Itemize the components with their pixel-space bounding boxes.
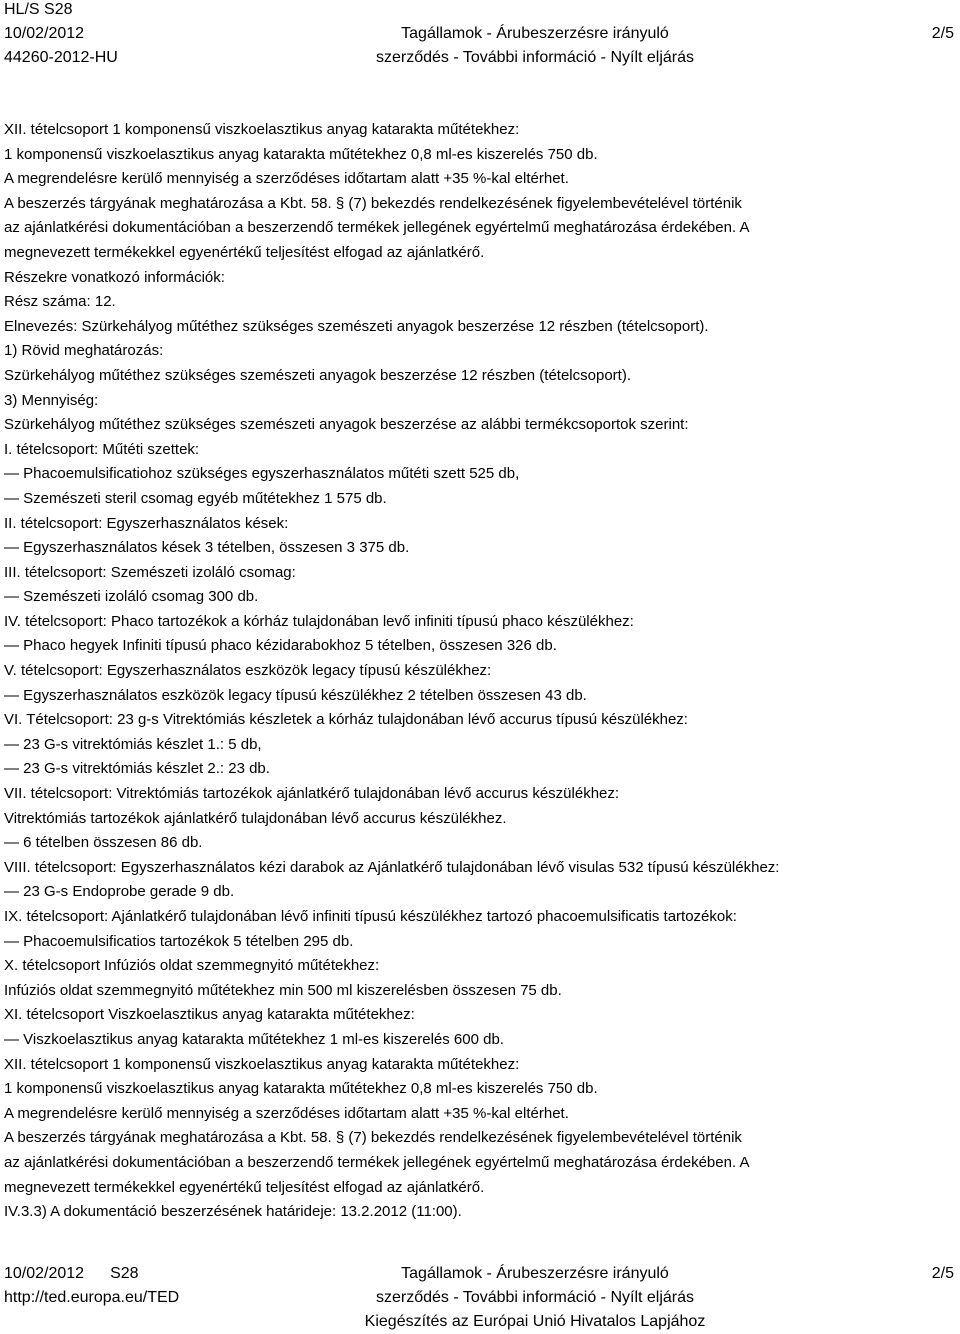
body-line: az ajánlatkérési dokumentációban a beszerzendő termékek jellegének egyértelmű meghatározása érdekében. A — [4, 1153, 750, 1171]
body-line: Vitrektómiás tartozékok ajánlatkérő tulajdonában lévő accurus készülékhez. — [4, 809, 507, 827]
body-line: XII. tételcsoport 1 komponensű viszkoelasztikus anyag katarakta műtétekhez: — [4, 121, 520, 138]
body-line: — 23 G-s Endoprobe gerade 9 db. — [4, 883, 235, 901]
body-line: A beszerzés tárgyának meghatározása a Kbt. 58. § (7) bekezdés rendelkezésének figyelembevételével történik — [4, 1129, 742, 1147]
body-line: Elnevezés: Szürkehályog műtéthez szükséges szemészeti anyagok beszerzése 12 részben (tételcsoport). — [4, 317, 709, 335]
body-line: XI. tételcsoport Viszkoelasztikus anyag katarakta műtétekhez: — [4, 1006, 415, 1024]
body-line: II. tételcsoport: Egyszerhasználatos kések: — [4, 514, 289, 532]
header-title — [355, 22, 715, 70]
body-line: A beszerzés tárgyának meghatározása a Kbt. 58. § (7) bekezdés rendelkezésének figyelembevételével történik — [4, 194, 742, 212]
doc-code: HL/S S28 — [4, 1, 73, 18]
body-line: IX. tételcsoport: Ajánlatkérő tulajdonában lévő infiniti típusú készülékhez tartozó phacoemulsificatis tartozékok: — [4, 908, 737, 925]
body-line: — Phacoemulsificatiohoz szükséges egyszerhasználatos műtéti szett 525 db, — [4, 465, 520, 483]
body-line: — Egyszerhasználatos kések 3 tételben, összesen 3 375 db. — [4, 539, 410, 557]
body-line: — 23 G-s vitrektómiás készlet 1.: 5 db, — [4, 735, 262, 753]
body-line: VII. tételcsoport: Vitrektómiás tartozékok ajánlatkérő tulajdonában lévő accurus készülékhez: — [4, 785, 620, 803]
header-title-line2: szerződés - További információ - Nyílt eljárás — [375, 49, 695, 66]
body-line: 1) Rövid meghatározás: — [4, 342, 164, 360]
body-line: X. tételcsoport Infúziós oldat szemmegnyitó műtétekhez: — [4, 957, 380, 975]
body-line: — Phaco hegyek Infiniti típusú phaco kézidarabokhoz 5 tételben, összesen 326 db. — [4, 637, 557, 655]
page-header — [0, 0, 960, 80]
footer-date: 10/02/2012 — [4, 1265, 85, 1282]
body-line: I. tételcsoport: Műtéti szettek: — [4, 440, 200, 458]
footer-code: S28 — [110, 1265, 139, 1282]
body-line: V. tételcsoport: Egyszerhasználatos eszközök legacy típusú készülékhez: — [4, 662, 492, 680]
body-line: Rész száma: 12. — [4, 293, 116, 311]
body-line: III. tételcsoport: Szemészeti izoláló csomag: — [4, 563, 296, 581]
header-date: 10/02/2012 — [4, 25, 85, 42]
footer-title-line1: Tagállamok - Árubeszerzésre irányuló — [401, 1265, 669, 1282]
header-left — [4, 0, 118, 70]
body-line: — Szemészeti izoláló csomag 300 db. — [4, 588, 259, 606]
body-line: — Viszkoelasztikus anyag katarakta műtétekhez 1 ml-es kiszerelés 600 db. — [4, 1030, 504, 1048]
header-ref: 44260-2012-HU — [4, 49, 118, 66]
body-line: A megrendelésre kerülő mennyiség a szerződéses időtartam alatt +35 %-kal eltérhet. — [4, 170, 569, 188]
header-title-line1: Tagállamok - Árubeszerzésre irányuló — [401, 25, 669, 42]
footer-title-line2: szerződés - További információ - Nyílt eljárás — [375, 1289, 695, 1306]
body-line: — Szemészeti steril csomag egyéb műtétekhez 1 575 db. — [4, 489, 387, 507]
body-line: — Egyszerhasználatos eszközök legacy típusú készülékhez 2 tételben összesen 43 db. — [4, 686, 587, 704]
body-line: az ajánlatkérési dokumentációban a beszerzendő termékek jellegének egyértelmű meghatározása érdekében. A — [4, 219, 750, 237]
body-line: VI. Tételcsoport: 23 g-s Vitrektómiás készletek a kórház tulajdonában lévő accurus típusú készülékhez: — [4, 711, 688, 729]
body-line: 1 komponensű viszkoelasztikus anyag katarakta műtétekhez 0,8 ml-es kiszerelés 750 db. — [4, 145, 598, 163]
body-line: IV.3.3) A dokumentáció beszerzésének határideje: 13.2.2012 (11:00). — [4, 1203, 462, 1221]
body-line: IV. tételcsoport: Phaco tartozékok a kórház tulajdonában levő infiniti típusú phaco készülékhez: — [4, 612, 634, 630]
body-line: megnevezett termékekkel egyenértékű teljesítést elfogad az ajánlatkérő. — [4, 1178, 485, 1196]
body-line: Szürkehályog műtéthez szükséges szemészeti anyagok beszerzése 12 részben (tételcsoport). — [4, 366, 631, 384]
body-line: — Phacoemulsificatios tartozékok 5 tételben 295 db. — [4, 932, 354, 950]
body-line: — 23 G-s vitrektómiás készlet 2.: 23 db. — [4, 760, 270, 778]
body-line: A megrendelésre kerülő mennyiség a szerződéses időtartam alatt +35 %-kal eltérhet. — [4, 1104, 569, 1122]
footer-url[interactable]: http://ted.europa.eu/TED — [4, 1289, 180, 1306]
body-line: XII. tételcsoport 1 komponensű viszkoelasztikus anyag katarakta műtétekhez: — [4, 1055, 520, 1073]
body-line: 3) Mennyiség: — [4, 391, 99, 409]
footer-left — [4, 1262, 179, 1310]
footer-title-line3: Kiegészítés az Európai Unió Hivatalos Lapjához — [364, 1313, 706, 1330]
body-line: — 6 tételben összesen 86 db. — [4, 834, 203, 852]
body-line: Részekre vonatkozó információk: — [4, 268, 225, 286]
body-line: 1 komponensű viszkoelasztikus anyag katarakta műtétekhez 0,8 ml-es kiszerelés 750 db. — [4, 1080, 598, 1098]
body-line: VIII. tételcsoport: Egyszerhasználatos kézi darabok az Ajánlatkérő tulajdonában lévő visulas 532 típusú készülékhez: — [4, 858, 780, 876]
page-footer — [0, 1262, 960, 1334]
document-body — [4, 118, 954, 1225]
header-page-number: 2/5 — [931, 25, 954, 42]
footer-page-number: 2/5 — [931, 1265, 954, 1282]
body-line: Szürkehályog műtéthez szükséges szemészeti anyagok beszerzése az alábbi termékcsoportok szerint: — [4, 416, 689, 434]
footer-title — [330, 1262, 740, 1334]
body-line: megnevezett termékekkel egyenértékű teljesítést elfogad az ajánlatkérő. — [4, 243, 485, 261]
body-line: Infúziós oldat szemmegnyitó műtétekhez min 500 ml kiszerelésben összesen 75 db. — [4, 981, 562, 999]
